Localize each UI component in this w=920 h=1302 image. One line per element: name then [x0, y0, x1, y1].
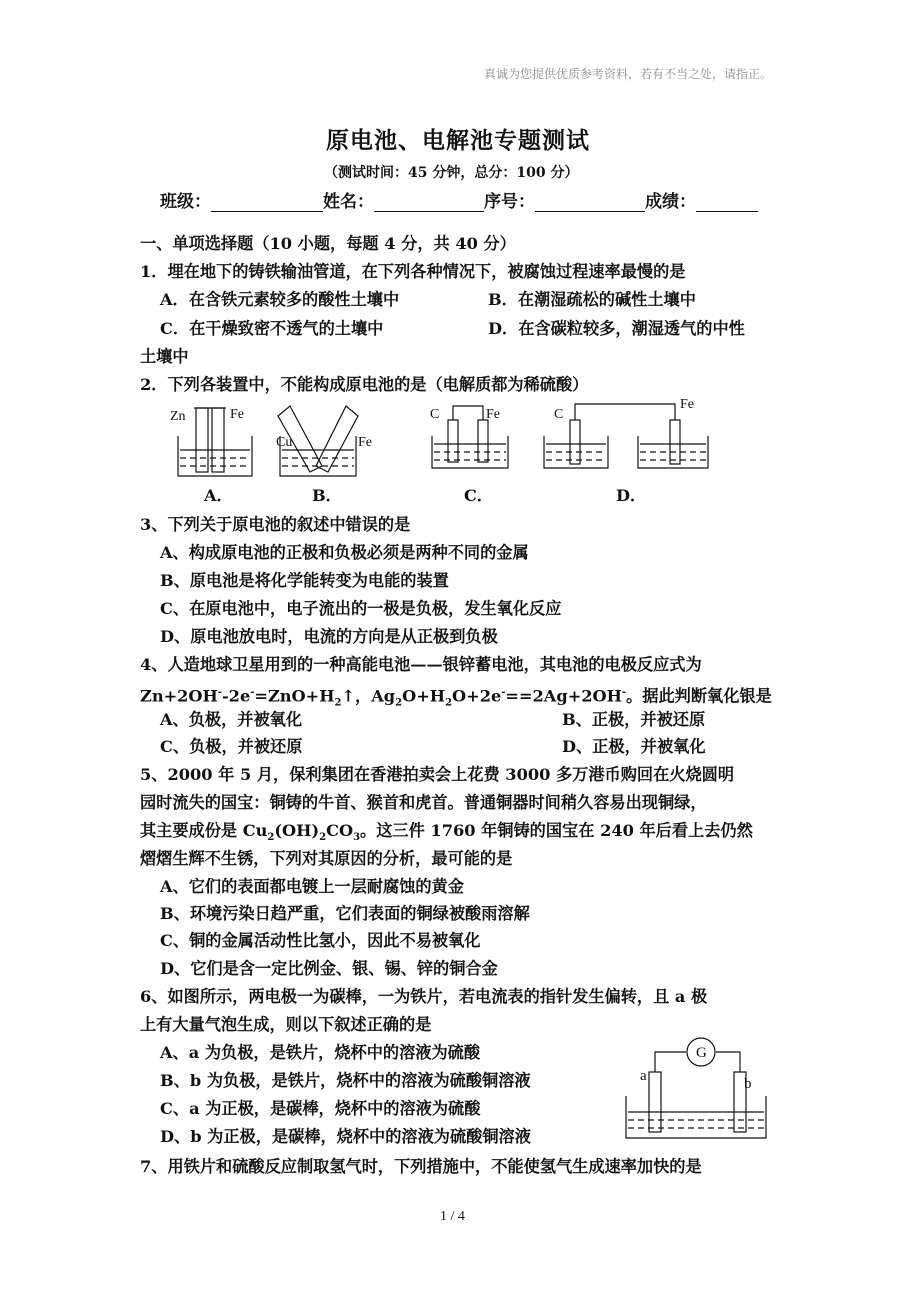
q5-option-b: B、环境污染日趋严重，它们表面的铜绿被酸雨溶解 [160, 904, 530, 923]
fig-b-right-label: Fe [358, 435, 372, 450]
seat-blank[interactable] [535, 193, 645, 212]
page-title: 原电池、电解池专题测试 [326, 127, 590, 154]
q4-option-d: D、正极，并被氧化 [562, 737, 706, 756]
eq-part: =ZnO+H [254, 686, 335, 706]
q5-line-3 [140, 821, 753, 848]
fig-c-left-label: C [430, 407, 440, 422]
formula-part: 其主要成份是 Cu [140, 821, 268, 840]
header-note: 真诚为您提供优质参考资料，若有不当之处，请指正。 [484, 67, 773, 81]
formula-part: CO [326, 821, 354, 840]
q4-option-b: B、正极，并被还原 [562, 710, 706, 729]
fig-c-right-label: Fe [486, 407, 500, 422]
q4-option-c: C、负极，并被还原 [160, 737, 303, 756]
eq-part: -2e [221, 686, 251, 706]
eq-part: ↑，Ag [341, 686, 396, 706]
eq-part: O+2e [452, 686, 502, 706]
name-blank[interactable] [374, 193, 484, 212]
q6-option-b: B、b 为负极，是铁片，烧杯中的溶液为硫酸铜溶液 [160, 1071, 531, 1090]
formula-sub: 2 [319, 832, 327, 844]
eq-sup: - [250, 687, 255, 698]
score-blank[interactable] [696, 193, 758, 212]
electrode-b-label: b [744, 1076, 752, 1092]
q1-option-b: B．在潮湿疏松的碱性土壤中 [488, 290, 696, 309]
eq-sub: 2 [334, 697, 342, 709]
page-number: 1 / 4 [440, 1209, 465, 1224]
name-label: 姓名： [323, 192, 374, 212]
q2-label-c: C． [464, 486, 494, 505]
fig-b-left-label: Cu [276, 435, 293, 450]
fig-a-left-label: Zn [170, 409, 186, 424]
formula-sub: 2 [267, 832, 275, 844]
q3-option-b: B、原电池是将化学能转变为电能的装置 [160, 571, 449, 590]
eq-part: O+H [402, 686, 446, 706]
q5-option-a: A、它们的表面都电镀上一层耐腐蚀的黄金 [160, 877, 464, 896]
meter-label: G [696, 1045, 707, 1061]
q5-option-d: D、它们是含一定比例金、银、锡、锌的铜合金 [160, 959, 498, 978]
formula-part: 。这三件 1760 年铜铸的国宝在 240 年后看上去仍然 [360, 821, 753, 840]
q6-circuit-figure [616, 1030, 776, 1142]
eq-part: 。据此判断氧化银是 [626, 686, 772, 706]
q3-stem: 3、下列关于原电池的叙述中错误的是 [140, 515, 411, 534]
q6-option-a: A、a 为负极，是铁片，烧杯中的溶液为硫酸 [160, 1043, 481, 1062]
q1-stem: 1．埋在地下的铸铁输油管道，在下列各种情况下，被腐蚀过程速率最慢的是 [140, 262, 686, 281]
q4-stem: 4、人造地球卫星用到的一种高能电池——银锌蓄电池，其电池的电极反应式为 [140, 655, 702, 674]
q6-line-1: 6、如图所示，两电极一为碳棒，一为铁片，若电流表的指针发生偏转，且 a 极 [140, 987, 708, 1006]
q6-option-d: D、b 为正极，是碳棒，烧杯中的溶液为硫酸铜溶液 [160, 1127, 531, 1146]
q1-option-d-cont: 土壤中 [140, 347, 189, 366]
apparatus-d [544, 404, 708, 468]
electrode-a-label: a [640, 1068, 647, 1084]
eq-sub: 2 [395, 697, 403, 709]
info-row [160, 187, 758, 212]
score-label: 成绩： [645, 192, 696, 212]
q6-option-c: C、a 为正极，是碳棒，烧杯中的溶液为硫酸 [160, 1099, 481, 1118]
q1-option-a: A．在含铁元素较多的酸性土壤中 [160, 290, 400, 309]
page-subtitle: （测试时间：45 分钟，总分：100 分） [324, 165, 579, 181]
q7-stem: 7、用铁片和硫酸反应制取氢气时，下列措施中，不能使氢气生成速率加快的是 [140, 1157, 702, 1176]
fig-d-right-label: Fe [680, 397, 694, 412]
q3-option-a: A、构成原电池的正极和负极必须是两种不同的金属 [160, 543, 529, 562]
eq-part: ==2Ag+2OH [505, 686, 622, 706]
eq-sup: - [217, 687, 222, 698]
q2-apparatus-figure [160, 396, 720, 480]
q2-label-b: B． [312, 486, 342, 505]
q3-option-d: D、原电池放电时，电流的方向是从正极到负极 [160, 627, 498, 646]
q1-option-c: C．在干燥致密不透气的土壤中 [160, 319, 384, 338]
formula-sub: 3 [353, 832, 361, 844]
q2-stem: 2．下列各装置中，不能构成原电池的是（电解质都为稀硫酸） [140, 375, 589, 394]
fig-a-right-label: Fe [230, 407, 244, 422]
class-label: 班级： [160, 192, 211, 212]
q5-line-2: 园时流失的国宝：铜铸的牛首、猴首和虎首。普通铜器时间稍久容易出现铜绿， [140, 793, 707, 812]
q4-option-a: A、负极，并被氧化 [160, 710, 303, 729]
q2-label-a: A． [204, 486, 233, 505]
class-blank[interactable] [211, 193, 323, 212]
eq-part: Zn+2OH [140, 686, 218, 706]
q3-option-c: C、在原电池中，电子流出的一极是负极，发生氧化反应 [160, 599, 562, 618]
q5-option-c: C、铜的金属活动性比氢小，因此不易被氧化 [160, 931, 481, 950]
formula-part: (OH) [274, 821, 320, 840]
q2-label-d: D． [616, 486, 647, 505]
section-heading: 一、单项选择题（10 小题，每题 4 分，共 40 分） [140, 234, 516, 253]
eq-sup: - [501, 687, 506, 698]
eq-sup: - [621, 687, 627, 698]
eq-sub: 2 [445, 697, 453, 709]
q6-line-2: 上有大量气泡生成，则以下叙述正确的是 [140, 1015, 432, 1034]
q5-line-4: 熠熠生辉不生锈，下列对其原因的分析，最可能的是 [140, 849, 513, 868]
q1-option-d: D．在含碳粒较多，潮湿透气的中性 [488, 319, 745, 338]
fig-d-left-label: C [554, 407, 564, 422]
seat-label: 序号： [484, 192, 535, 212]
q5-line-1: 5、2000 年 5 月，保利集团在香港拍卖会上花费 3000 多万港币购回在火烧圆明 [140, 765, 735, 784]
